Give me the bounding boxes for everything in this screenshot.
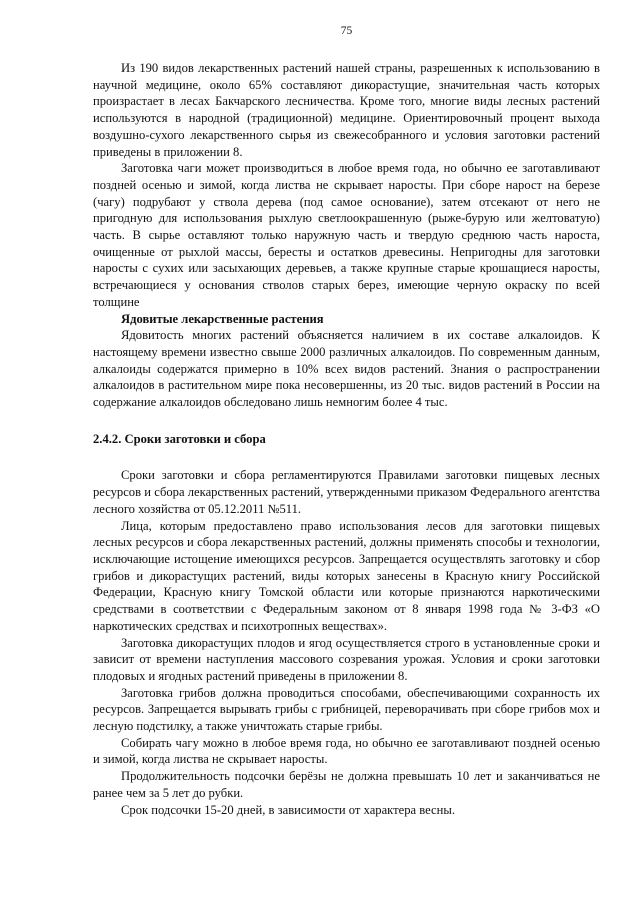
paragraph-berries-harvest: Заготовка дикорастущих плодов и ягод осуществляется строго в установленные сроки и зависит от времени наступления массового созревания урожая. Условия и сроки заготовки плодовых и ягодных растений приведены в приложении 8.: [93, 635, 600, 683]
paragraph-medicinal-plants-intro: Из 190 видов лекарственных растений нашей страны, разрешенных к использованию в научной медицине, около 65% составляют дикорастущие, значительная часть которых произрастает в лесах Бакчарского лесничества. Кроме того, многие виды лесных растений используются в народной (традиционной) медицине. Ориентировочный процент выхода воздушно-сухого лекарственного сырья из свежесобранного и условия заготовки растений приведены в приложении 8.: [93, 61, 600, 159]
section-heading-harvest-dates: 2.4.2. Сроки заготовки и сбора: [93, 431, 266, 446]
paragraph-mushroom-harvest: Заготовка грибов должна проводиться способами, обеспечивающими сохранность их ресурсов. Запрещается вырывать грибы с грибницей, переворачивать при сборе грибов мох и лесную подстилку, а также уничтожать старые грибы.: [93, 685, 600, 734]
paragraph-alkaloids: Ядовитость многих растений объясняется наличием в их составе алкалоидов. К настоящему времени известно свыше 2000 различных алкалоидов. По современным данным, алкалоиды содержатся примерно в 10% всех видов растений. Знания о распространении алкалоидов в растительном мире пока несовершенны, из 20 тыс. видов растений в России на содержание алкалоидов обследовано лишь немногим более 4 тыс.: [93, 328, 600, 410]
page-number: 75: [340, 25, 353, 37]
paragraph-tapping-period: Срок подсочки 15-20 дней, в зависимости от характера весны.: [121, 802, 455, 817]
paragraph-forest-use-rights: Лица, которым предоставлено право использования лесов для заготовки пищевых лесных ресурсов и сбора лекарственных растений, должны применять способы и технологии, исключающие истощение имеющихся ресурсов. Запрещается осуществлять заготовку и сбор грибов и дикорастущих растений, виды которых занесены в Красную книгу Российской Федерации, Красную книгу Томской области или которые признаются наркотическими средствами в соответствии с Федеральным законом от 8 января 1998 года № 3-ФЗ «О наркотических средствах и психотропных веществах».: [93, 518, 600, 633]
paragraph-harvest-regulations: Сроки заготовки и сбора регламентируются Правилами заготовки пищевых лесных ресурсов и сбора лекарственных растений, утвержденными приказом Федерального агентства лесного хозяйства от 05.12.2011 №511.: [93, 468, 600, 516]
paragraph-birch-tapping-duration: Продолжительность подсочки берёзы не должна превышать 10 лет и заканчиваться не ранее чем за 5 лет до рубки.: [93, 769, 600, 800]
paragraph-chaga-harvesting: Заготовка чаги может производиться в любое время года, но обычно ее заготавливают поздней осенью и зимой, когда листва не скрывает наросты. При сборе нарост на березе (чагу) подрубают у ствола дерева (под самое основание), затем отсекают от него не пригодную для использования рыхлую светлоокрашенную (рыже-бурую или желтоватую) часть. В сырье оставляют только наружную часть и твердую среднюю часть нароста, очищенные от рыхлой массы, бересты и остатков древесины. Непригодны для заготовки наросты с сухих или засыхающих деревьев, а также крупные старые крошащиеся наросты, встречающиеся у основания стволов старых берез, имеющие черную окраску по всей толщине: [93, 161, 600, 309]
paragraph-chaga-collection: Собирать чагу можно в любое время года, но обычно ее заготавливают поздней осенью и зимой, когда листва не скрывает наросты.: [93, 735, 600, 767]
heading-poisonous-plants: Ядовитые лекарственные растения: [121, 311, 324, 326]
